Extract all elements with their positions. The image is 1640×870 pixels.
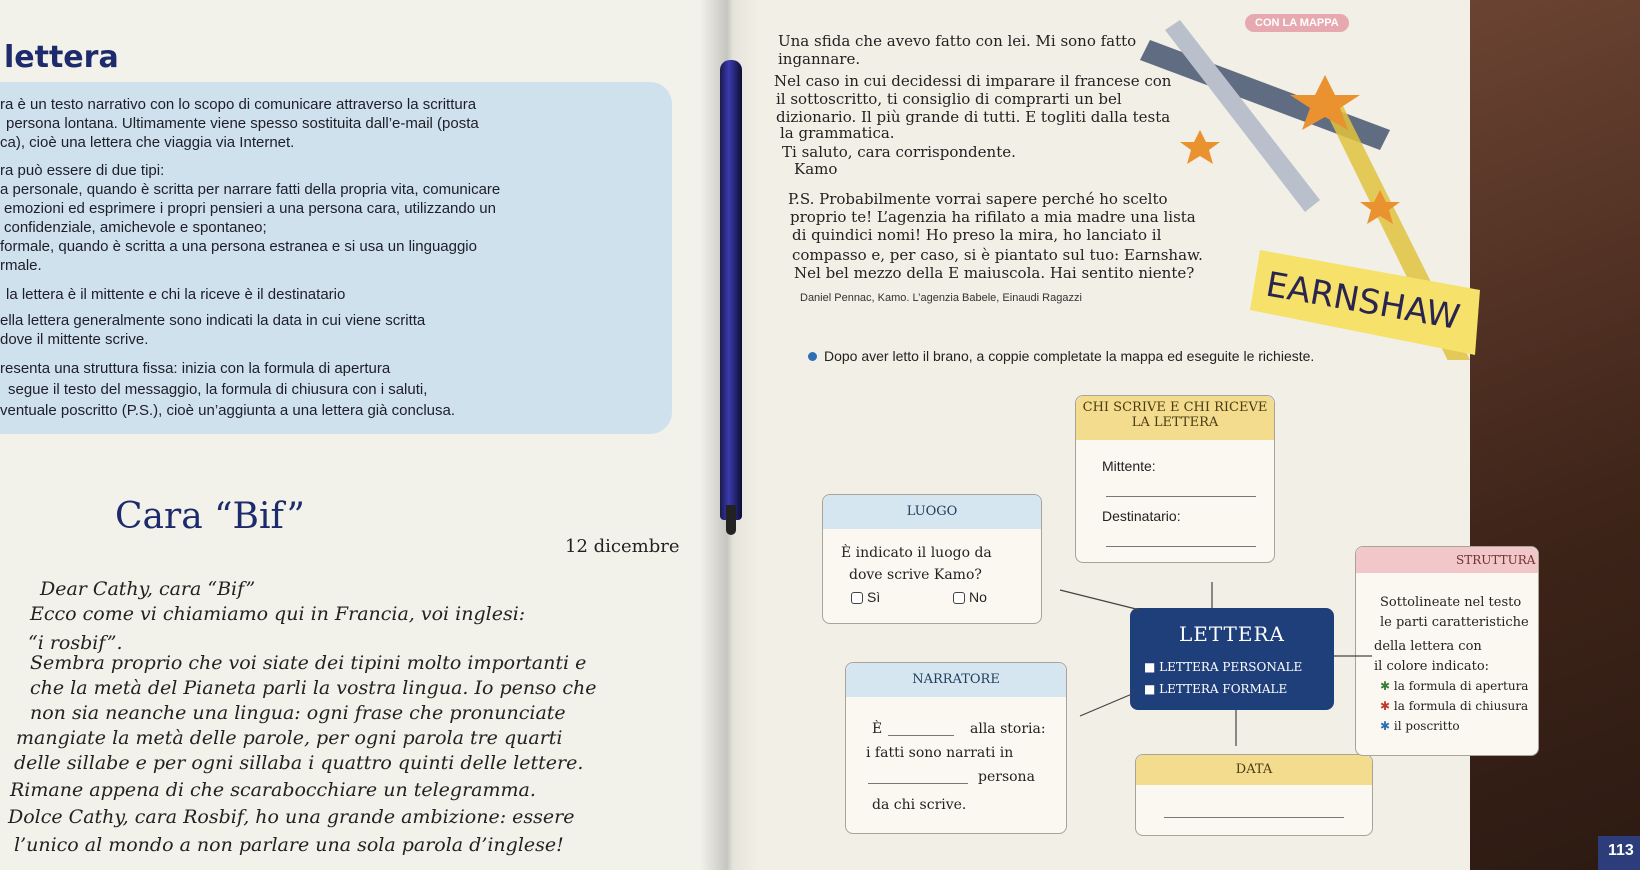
no-option[interactable] xyxy=(953,589,987,605)
letter-signature: Kamo xyxy=(794,160,838,178)
who-box xyxy=(1075,395,1275,563)
luogo-box xyxy=(822,494,1042,624)
data-box xyxy=(1135,754,1373,836)
personale-option: ■ LETTERA PERSONALE xyxy=(1144,660,1303,674)
info-line: ca), cioè una lettera che viaggia via Internet. xyxy=(0,134,295,151)
struttura-item-chiusura xyxy=(1380,699,1528,713)
page-number: 113 xyxy=(1598,836,1640,870)
no-label: No xyxy=(969,589,987,605)
struttura-item-apertura xyxy=(1380,679,1528,693)
si-label: Sì xyxy=(867,589,881,605)
letter-line: la grammatica. xyxy=(780,124,895,142)
info-line: rmale. xyxy=(0,257,42,274)
letter-line: di quindici nomi! Ho preso la mira, ho lanciato il xyxy=(792,226,1162,244)
section-heading: lettera xyxy=(4,40,119,75)
struttura-line: le parti caratteristiche xyxy=(1380,615,1529,630)
letter-line: Dolce Cathy, cara Rosbif, ho una grande ambizione: essere xyxy=(8,806,575,828)
pen-image xyxy=(720,60,742,520)
info-line: ra è un testo narrativo con lo scopo di comunicare attraverso la scrittura xyxy=(0,96,477,113)
narratore-text-3: persona xyxy=(978,769,1035,785)
info-line: la lettera è il mittente e chi la riceve è il destinatario xyxy=(6,286,346,303)
personale-label: LETTERA PERSONALE xyxy=(1159,660,1303,674)
info-line: ella lettera generalmente sono indicati la data in cui viene scritta xyxy=(0,312,426,329)
letter-line: Una sfida che avevo fatto con lei. Mi sono fatto xyxy=(778,32,1137,50)
info-box xyxy=(0,82,672,434)
luogo-question-2: dove scrive Kamo? xyxy=(849,567,982,583)
letter-line: non sia neanche una lingua: ogni frase che pronunciate xyxy=(30,702,566,724)
struttura-item-label: il poscritto xyxy=(1393,719,1460,733)
narratore-blank-1[interactable] xyxy=(888,735,954,736)
info-line: a personale, quando è scritta per narrare fatti della propria vita, comunicare xyxy=(0,181,501,198)
who-title: CHI SCRIVE E CHI RICEVE LA LETTERA xyxy=(1076,396,1274,440)
info-line: ventuale poscritto (P.S.), cioè un’aggiunta a una lettera già conclusa. xyxy=(0,402,456,419)
map-connectors xyxy=(1040,560,1400,760)
struttura-line: il colore indicato: xyxy=(1374,659,1490,674)
pen-tip xyxy=(726,505,736,535)
letter-line: compasso e, per caso, si è piantato sul tuo: Earnshaw. xyxy=(792,246,1203,264)
si-checkbox[interactable] xyxy=(851,592,863,604)
info-line: persona lontana. Ultimamente viene spesso sostituita dall’e-mail (posta xyxy=(6,115,479,132)
letter-line: proprio te! L’agenzia ha rifilato a mia madre una lista xyxy=(790,208,1196,226)
struttura-item-label: la formula di apertura xyxy=(1393,679,1529,693)
mittente-label: Mittente: xyxy=(1102,458,1156,474)
letter-line: Nel bel mezzo della E maiuscola. Hai sentito niente? xyxy=(794,264,1195,282)
no-checkbox[interactable] xyxy=(953,592,965,604)
narratore-blank-2[interactable] xyxy=(868,783,968,784)
narratore-box xyxy=(845,662,1067,834)
letter-line: che la metà del Pianeta parli la vostra lingua. Io penso che xyxy=(30,677,597,699)
letter-line: delle sillabe e per ogni sillaba i quattro quinti delle lettere. xyxy=(14,752,584,774)
earnshaw-text: EARNSHAW xyxy=(1262,264,1463,338)
narratore-title: NARRATORE xyxy=(846,663,1066,697)
luogo-question-1: È indicato il luogo da xyxy=(841,545,992,561)
letter-line: Nel caso in cui decidessi di imparare il francese con xyxy=(774,72,1172,90)
struttura-line: della lettera con xyxy=(1374,639,1482,654)
center-title: LETTERA xyxy=(1178,622,1286,646)
narratore-e: È xyxy=(872,721,883,737)
struttura-item-label: la formula di chiusura xyxy=(1393,699,1529,713)
info-line: emozioni ed esprimere i propri pensieri a una persona cara, utilizzando un xyxy=(4,200,496,217)
letter-line: mangiate la metà delle parole, per ogni parola tre quarti xyxy=(16,727,563,749)
info-line: ra può essere di due tipi: xyxy=(0,162,165,179)
connector-line xyxy=(1060,590,1140,610)
data-title: DATA xyxy=(1136,755,1372,785)
narratore-text-1: alla storia: xyxy=(970,721,1046,737)
si-option[interactable] xyxy=(851,589,880,605)
source-credit: Daniel Pennac, Kamo. L’agenzia Babele, Einaudi Ragazzi xyxy=(800,292,1082,304)
destinatario-blank[interactable] xyxy=(1106,546,1256,547)
info-line: resenta una struttura fissa: inizia con la formula di apertura xyxy=(0,360,391,377)
instruction-text: Dopo aver letto il brano, a coppie completate la mappa ed eseguite le richieste. xyxy=(808,348,1314,364)
bullet-icon: ✱ xyxy=(1380,719,1391,733)
formale-option: ■ LETTERA FORMALE xyxy=(1144,682,1288,696)
letter-line: Ti saluto, cara corrispondente. xyxy=(782,143,1016,161)
letter-line: P.S. Probabilmente vorrai sapere perché ho scelto xyxy=(788,190,1168,208)
info-line: confidenziale, amichevole e spontaneo; xyxy=(4,219,267,236)
compass-illustration xyxy=(1120,0,1480,360)
bullet-icon: ✱ xyxy=(1380,699,1391,713)
mittente-blank[interactable] xyxy=(1106,496,1256,497)
data-blank[interactable] xyxy=(1164,817,1344,818)
letter-line: dizionario. Il più grande di tutti. E togliti dalla testa xyxy=(776,108,1171,126)
letter-line: Dear Cathy, cara “Bif” xyxy=(40,578,256,600)
destinatario-label: Destinatario: xyxy=(1102,508,1181,524)
struttura-line: Sottolineate nel testo xyxy=(1380,595,1522,610)
letter-line: l’unico al mondo a non parlare una sola parola d’inglese! xyxy=(14,834,564,856)
letter-date: 12 dicembre xyxy=(565,536,680,557)
struttura-title: STRUTTURA xyxy=(1356,547,1538,573)
formale-label: LETTERA FORMALE xyxy=(1159,682,1288,696)
info-line: segue il testo del messaggio, la formula di chiusura con i saluti, xyxy=(8,381,428,398)
letter-line: “i rosbif”. xyxy=(28,632,123,654)
info-line: dove il mittente scrive. xyxy=(0,331,149,348)
letter-line: il sottoscritto, ti consiglio di comprarti un bel xyxy=(776,90,1122,108)
info-line: formale, quando è scritta a una persona estranea e si usa un linguaggio xyxy=(0,238,477,255)
letter-line: ingannare. xyxy=(778,50,861,68)
narratore-text-2: i fatti sono narrati in xyxy=(866,745,1014,761)
letter-line: Ecco come vi chiamiamo qui in Francia, voi inglesi: xyxy=(30,603,526,625)
connector-line xyxy=(1080,694,1132,716)
letter-line: Sembra proprio che voi siate dei tipini molto importanti e xyxy=(30,652,587,674)
narratore-text-4: da chi scrive. xyxy=(872,797,967,813)
bullet-icon: ✱ xyxy=(1380,679,1391,693)
letter-title: Cara “Bif” xyxy=(115,496,305,537)
map-badge: CON LA MAPPA xyxy=(1245,14,1349,32)
letter-line: Rimane appena di che scarabocchiare un telegramma. xyxy=(10,779,536,801)
luogo-title: LUOGO xyxy=(823,495,1041,529)
